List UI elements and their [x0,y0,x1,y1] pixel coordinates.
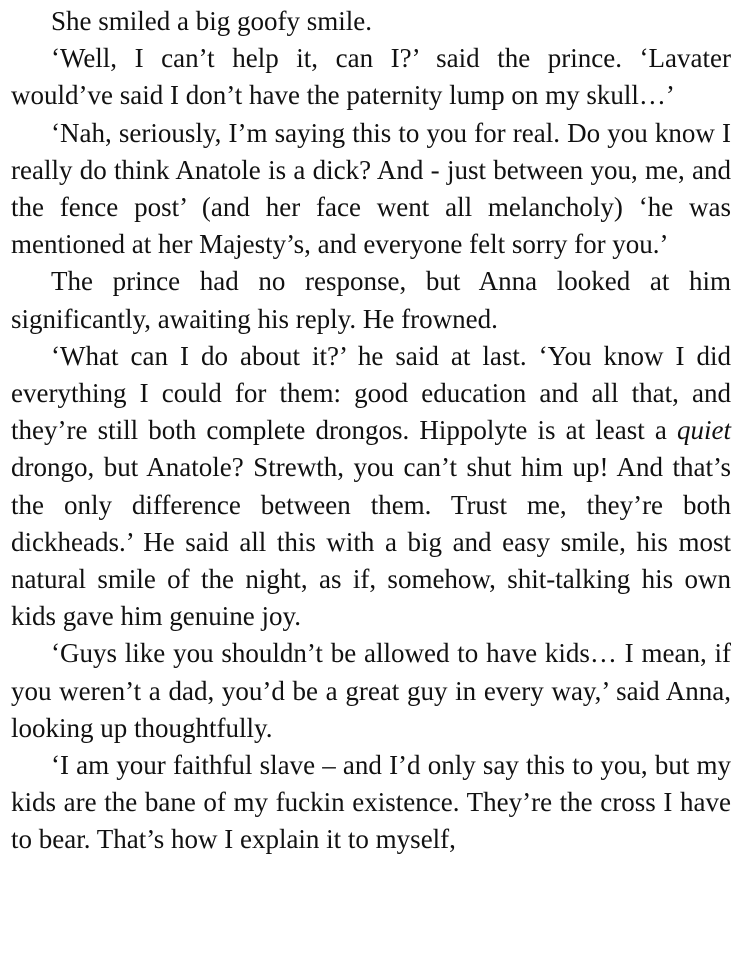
book-page [11,3,731,859]
paragraph-7 [11,747,731,859]
paragraph-text: She smiled a big goofy smile. [51,6,372,36]
paragraph-text: The prince had no response, but Anna looked at him significantly, awaiting his reply. He frowned. [11,266,731,334]
paragraph-text-after: drongo, but Anatole? Strewth, you can’t shut him up! And that’s the only difference between them. Trust me, they’re both dickheads.’ He said all this with a big and easy smile, his most natural smile of the night, as if, somehow, shit-talking his own kids gave him genuine joy. [11,452,731,632]
paragraph-text: ‘Nah, seriously, I’m saying this to you for real. Do you know I really do think Anatole is a dick? And - just between you, me, and the fence post’ (and her face went all melancholy) ‘he was mentioned at her Majesty’s, and everyone felt sorry for you.’ [11,117,731,260]
paragraph-1 [11,3,731,40]
emphasis-quiet: quiet [677,415,731,446]
paragraph-4 [11,263,731,337]
paragraph-2 [11,40,731,114]
paragraph-text-before: ‘What can I do about it?’ he said at last. ‘You know I did everything I could for them: good education and all that, and they’re still both complete drongos. Hippolyte is at least a [11,340,731,446]
paragraph-text: ‘I am your faithful slave – and I’d only say this to you, but my kids are the bane of my fuckin existence. They’re the cross I have to bear. That’s how I explain it to myself, [11,750,731,855]
paragraph-6 [11,635,731,747]
paragraph-5 [11,338,731,636]
paragraph-text: ‘Well, I can’t help it, can I?’ said the prince. ‘Lavater would’ve said I don’t have the paternity lump on my skull…’ [11,43,731,111]
paragraph-text: ‘Guys like you shouldn’t be allowed to have kids… I mean, if you weren’t a dad, you’d be a great guy in every way,’ said Anna, looking up thoughtfully. [11,638,731,743]
paragraph-3 [11,115,731,264]
